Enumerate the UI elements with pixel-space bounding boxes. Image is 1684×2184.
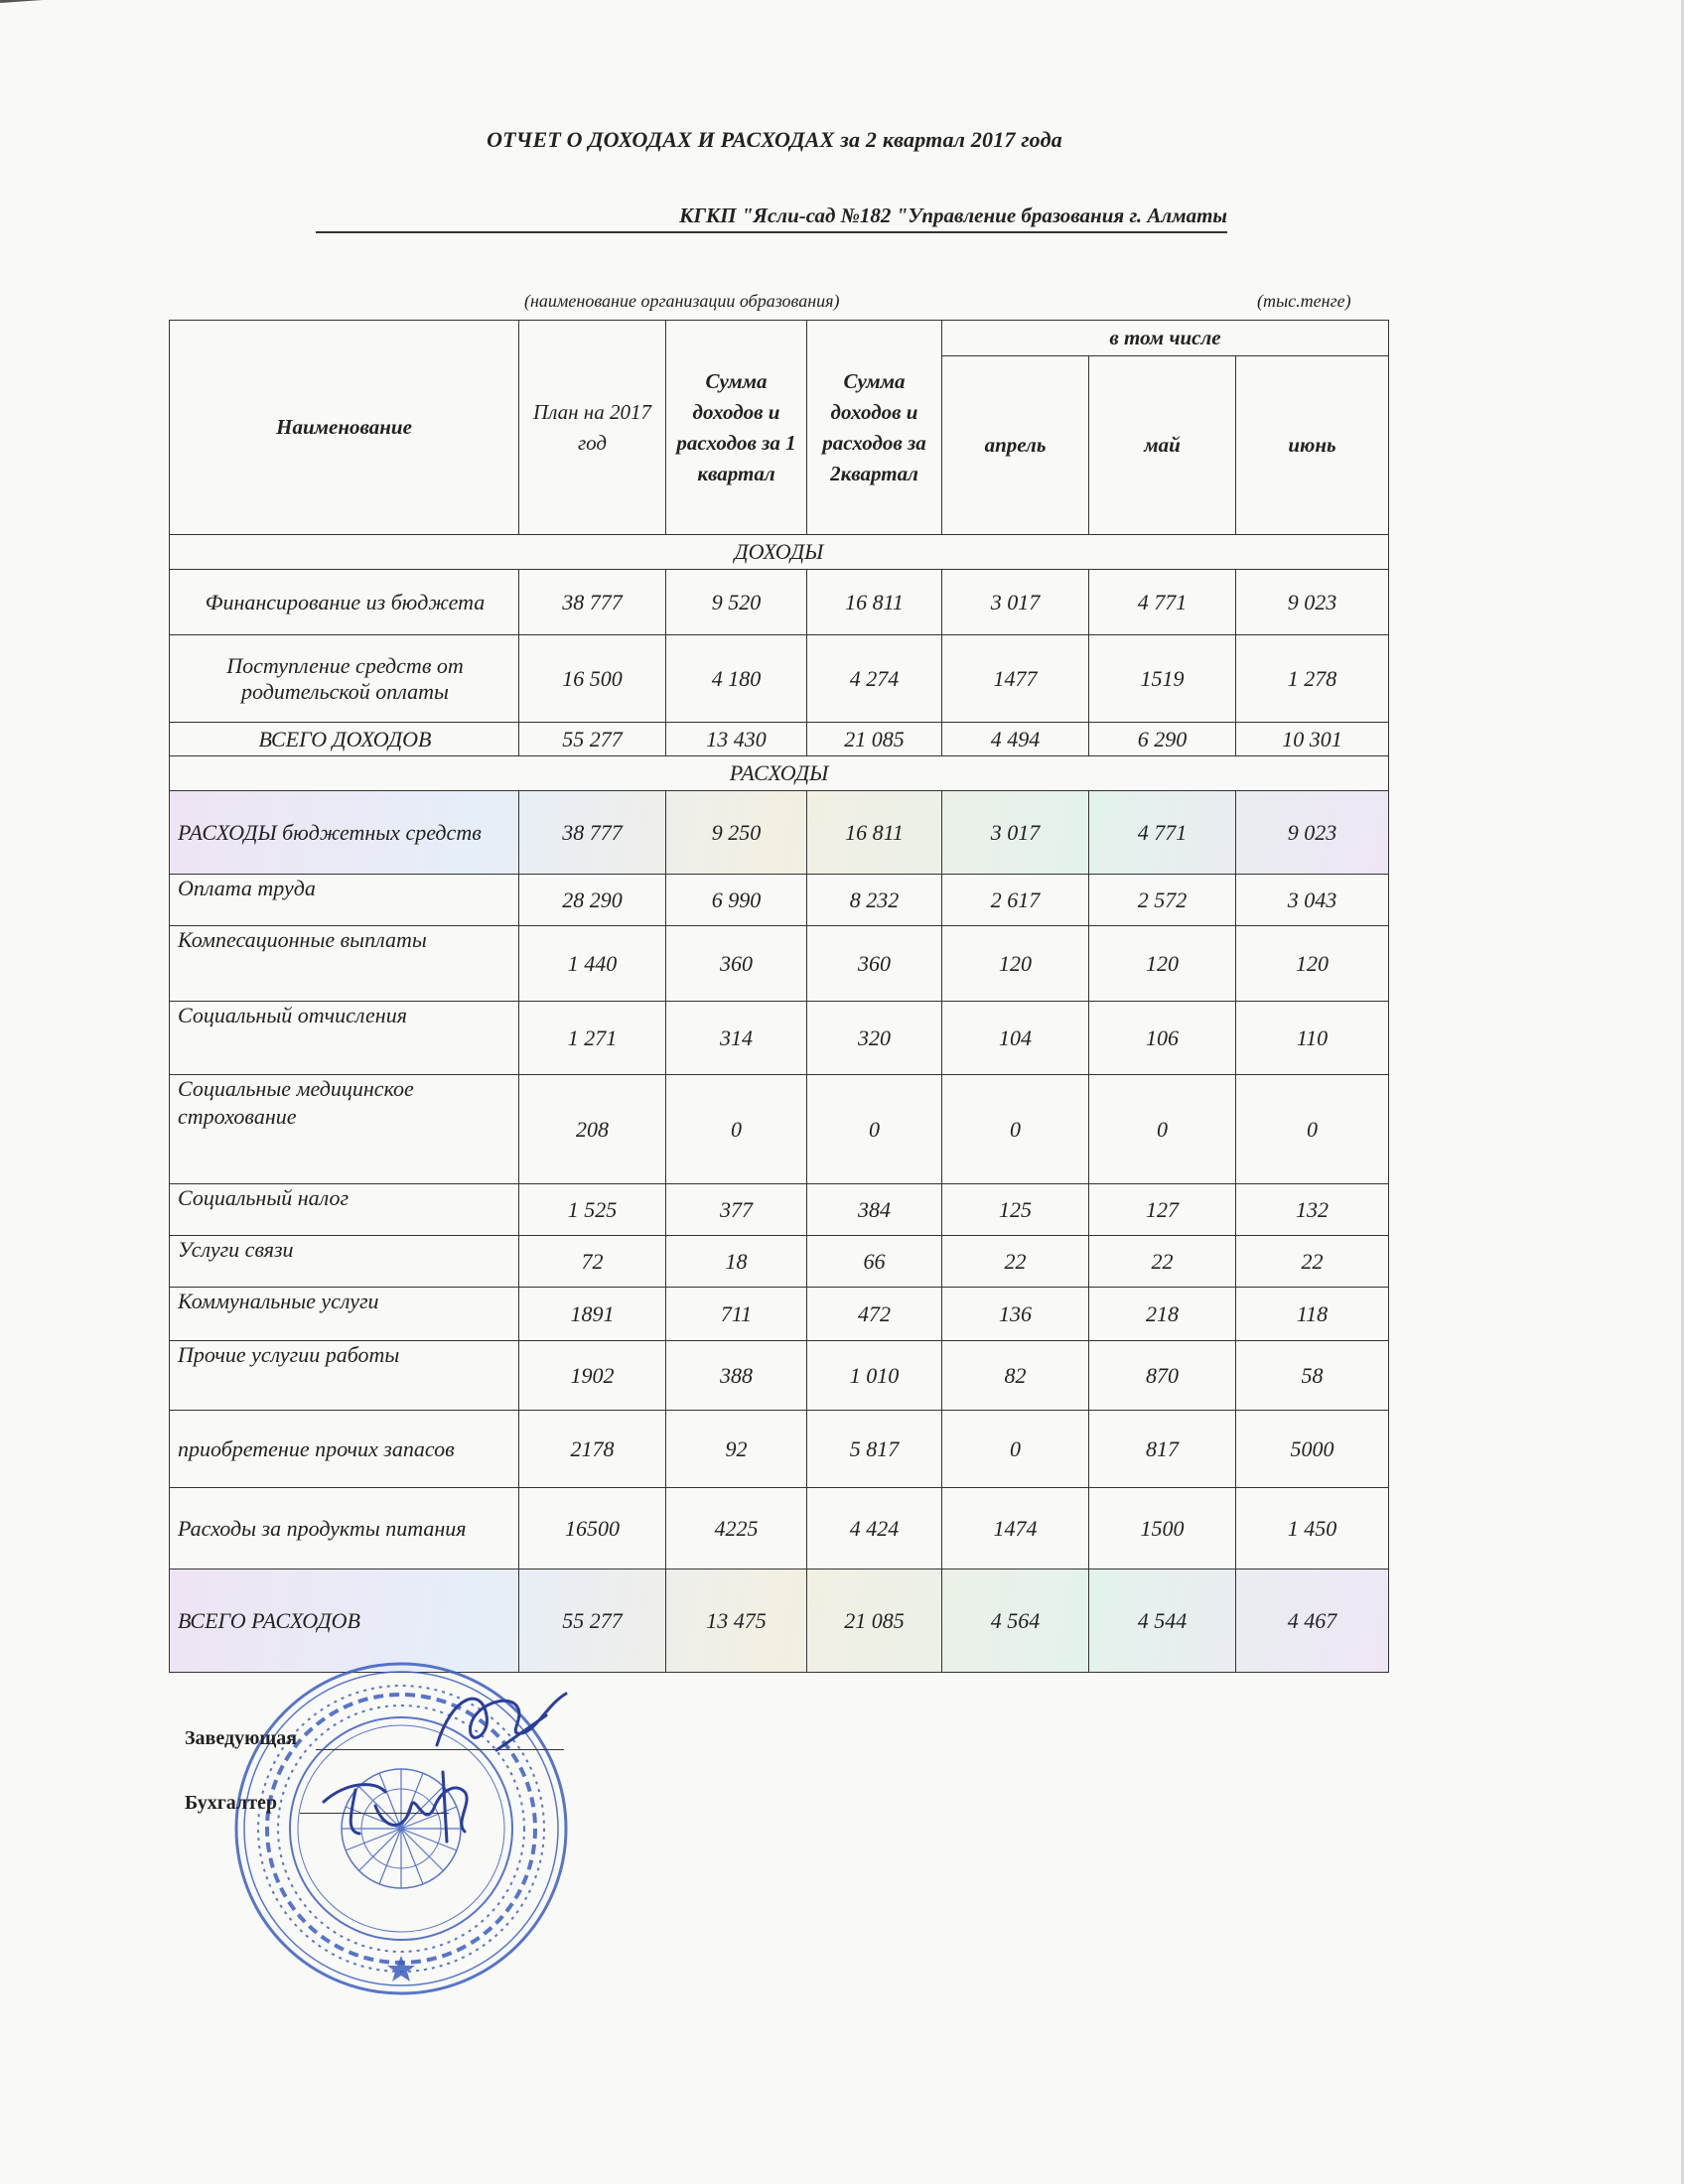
cell-q1: 9 250 [666, 791, 807, 875]
row-name: ВСЕГО РАСХОДОВ [170, 1570, 519, 1673]
cell-april: 1474 [942, 1488, 1089, 1570]
cell-may: 2 572 [1089, 875, 1236, 926]
cell-april: 136 [942, 1288, 1089, 1341]
cell-june: 120 [1236, 926, 1389, 1002]
cell-may: 0 [1089, 1075, 1236, 1184]
cell-q1: 388 [666, 1341, 807, 1411]
cell-plan: 1 271 [519, 1002, 666, 1075]
cell-q2: 21 085 [807, 1570, 942, 1673]
cell-april: 4 494 [942, 723, 1089, 756]
cell-plan: 28 290 [519, 875, 666, 926]
income-total-row [170, 723, 1389, 756]
cell-q1: 6 990 [666, 875, 807, 926]
cell-april: 0 [942, 1075, 1089, 1184]
cell-plan: 16500 [519, 1488, 666, 1570]
cell-q1: 360 [666, 926, 807, 1002]
header-q1: Сумма доходов и расходов за 1 квартал [666, 321, 807, 535]
table-row [170, 1236, 1389, 1288]
cell-april: 82 [942, 1341, 1089, 1411]
cell-q2: 472 [807, 1288, 942, 1341]
table-row [170, 1488, 1389, 1570]
accountant-signature-label: Бухгалтер [185, 1792, 278, 1814]
table-row [170, 1002, 1389, 1075]
header-name: Наименование [170, 321, 519, 535]
cell-may: 870 [1089, 1341, 1236, 1411]
cell-april: 0 [942, 1411, 1089, 1488]
organization-caption: (наименование организации образования) [524, 291, 840, 311]
row-name: Социальный налог [170, 1184, 519, 1236]
cell-june: 3 043 [1236, 875, 1389, 926]
cell-q1: 4225 [666, 1488, 807, 1570]
cell-plan: 1902 [519, 1341, 666, 1411]
expense-section-row [170, 756, 1389, 791]
cell-plan: 55 277 [519, 1570, 666, 1673]
cell-june: 110 [1236, 1002, 1389, 1075]
cell-q2: 320 [807, 1002, 942, 1075]
row-name: РАСХОДЫ бюджетных средств [170, 791, 519, 875]
header-april: апрель [942, 356, 1089, 535]
head-signature-icon [427, 1676, 576, 1765]
header-plan: План на 2017 год [519, 321, 666, 535]
units-label: (тыс.тенге) [1257, 291, 1351, 311]
cell-plan: 38 777 [519, 570, 666, 635]
row-name: Коммунальные услуги [170, 1288, 519, 1341]
cell-q2: 360 [807, 926, 942, 1002]
cell-june: 1 278 [1236, 635, 1389, 723]
cell-may: 218 [1089, 1288, 1236, 1341]
table-row [170, 875, 1389, 926]
cell-plan: 38 777 [519, 791, 666, 875]
cell-may: 4 544 [1089, 1570, 1236, 1673]
row-name: Поступление средств от родительской оплаты [170, 635, 519, 723]
income-section-title: ДОХОДЫ [170, 535, 1389, 570]
cell-q2: 66 [807, 1236, 942, 1288]
cell-june: 9 023 [1236, 791, 1389, 875]
cell-april: 120 [942, 926, 1089, 1002]
row-name: Оплата труда [170, 875, 519, 926]
cell-may: 4 771 [1089, 570, 1236, 635]
cell-june: 22 [1236, 1236, 1389, 1288]
cell-may: 1519 [1089, 635, 1236, 723]
cell-april: 125 [942, 1184, 1089, 1236]
cell-q1: 0 [666, 1075, 807, 1184]
table-row [170, 926, 1389, 1002]
head-signature-label: Заведующая [185, 1727, 298, 1749]
row-name: Прочие услугии работы [170, 1341, 519, 1411]
cell-april: 4 564 [942, 1570, 1089, 1673]
header-q2: Сумма доходов и расходов за 2квартал [807, 321, 942, 535]
cell-q2: 5 817 [807, 1411, 942, 1488]
table-row [170, 1288, 1389, 1341]
cell-april: 2 617 [942, 875, 1089, 926]
row-name: Социальные медицинское строхование [170, 1075, 519, 1184]
row-name: Социальный отчисления [170, 1002, 519, 1075]
cell-june: 5000 [1236, 1411, 1389, 1488]
cell-q1: 13 475 [666, 1570, 807, 1673]
cell-april: 3 017 [942, 570, 1089, 635]
header-june: июнь [1236, 356, 1389, 535]
cell-q2: 8 232 [807, 875, 942, 926]
cell-plan: 72 [519, 1236, 666, 1288]
expense-total-row [170, 1570, 1389, 1673]
cell-june: 1 450 [1236, 1488, 1389, 1570]
cell-june: 132 [1236, 1184, 1389, 1236]
cell-april: 22 [942, 1236, 1089, 1288]
cell-june: 58 [1236, 1341, 1389, 1411]
cell-q1: 13 430 [666, 723, 807, 756]
cell-plan: 16 500 [519, 635, 666, 723]
table-row [170, 570, 1389, 635]
report-title: ОТЧЕТ О ДОХОДАХ И РАСХОДАХ за 2 квартал 2017 года [487, 127, 1062, 152]
row-name: Услуги связи [170, 1236, 519, 1288]
cell-q1: 18 [666, 1236, 807, 1288]
cell-q1: 4 180 [666, 635, 807, 723]
cell-q1: 314 [666, 1002, 807, 1075]
table-row [170, 635, 1389, 723]
cell-may: 127 [1089, 1184, 1236, 1236]
accountant-signature-icon [316, 1762, 485, 1846]
cell-plan: 55 277 [519, 723, 666, 756]
cell-q2: 384 [807, 1184, 942, 1236]
cell-june: 4 467 [1236, 1570, 1389, 1673]
row-name: Компесационные выплаты [170, 926, 519, 1002]
cell-q2: 16 811 [807, 791, 942, 875]
header-may: май [1089, 356, 1236, 535]
cell-may: 817 [1089, 1411, 1236, 1488]
organization-name: КГКП "Ясли-сад №182 "Управление бразования г. Алматы [316, 204, 1227, 233]
income-expense-table [169, 320, 1389, 1673]
cell-plan: 1891 [519, 1288, 666, 1341]
header-including: в том числе [942, 321, 1389, 356]
cell-plan: 1 440 [519, 926, 666, 1002]
expense-section-title: РАСХОДЫ [170, 756, 1389, 791]
cell-q2: 1 010 [807, 1341, 942, 1411]
cell-may: 120 [1089, 926, 1236, 1002]
table-row [170, 1184, 1389, 1236]
cell-q1: 92 [666, 1411, 807, 1488]
cell-q1: 711 [666, 1288, 807, 1341]
cell-june: 0 [1236, 1075, 1389, 1184]
table-row [170, 1075, 1389, 1184]
cell-q2: 4 424 [807, 1488, 942, 1570]
table-row [170, 1341, 1389, 1411]
cell-june: 9 023 [1236, 570, 1389, 635]
cell-april: 1477 [942, 635, 1089, 723]
cell-may: 4 771 [1089, 791, 1236, 875]
row-name: Финансирование из бюджета [170, 570, 519, 635]
cell-june: 10 301 [1236, 723, 1389, 756]
cell-q2: 16 811 [807, 570, 942, 635]
table-row [170, 1411, 1389, 1488]
cell-q2: 21 085 [807, 723, 942, 756]
cell-may: 6 290 [1089, 723, 1236, 756]
cell-april: 104 [942, 1002, 1089, 1075]
row-name: приобретение прочих запасов [170, 1411, 519, 1488]
income-section-row [170, 535, 1389, 570]
cell-may: 22 [1089, 1236, 1236, 1288]
header-row-1 [170, 321, 1389, 356]
row-name: Расходы за продукты питания [170, 1488, 519, 1570]
cell-plan: 208 [519, 1075, 666, 1184]
cell-q2: 4 274 [807, 635, 942, 723]
row-name: ВСЕГО ДОХОДОВ [170, 723, 519, 756]
cell-may: 1500 [1089, 1488, 1236, 1570]
cell-plan: 1 525 [519, 1184, 666, 1236]
cell-q2: 0 [807, 1075, 942, 1184]
table-row [170, 791, 1389, 875]
cell-q1: 377 [666, 1184, 807, 1236]
cell-june: 118 [1236, 1288, 1389, 1341]
cell-may: 106 [1089, 1002, 1236, 1075]
cell-q1: 9 520 [666, 570, 807, 635]
cell-plan: 2178 [519, 1411, 666, 1488]
cell-april: 3 017 [942, 791, 1089, 875]
